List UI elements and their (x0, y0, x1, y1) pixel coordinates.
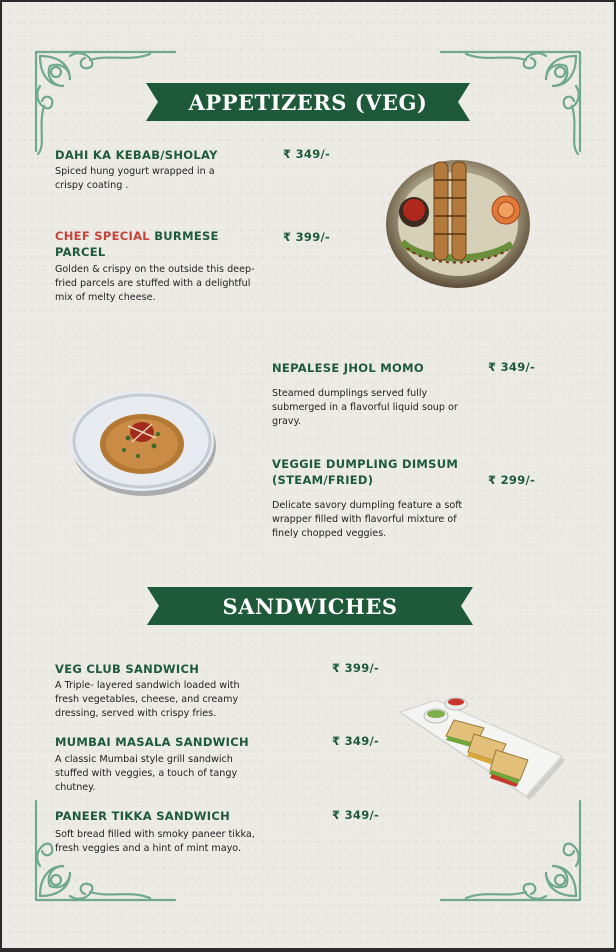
dish-photo-kebab-platter (382, 152, 532, 292)
item-name: MUMBAI MASALA SANDWICH (55, 735, 249, 749)
item-price: ₹ 299/- (488, 473, 536, 487)
item-name: DAHI KA KEBAB/SHOLAY (55, 148, 218, 162)
section-title: SANDWICHES (222, 593, 398, 619)
chef-special-tag: CHEF SPECIAL (55, 229, 150, 243)
item-price: ₹ 349/- (332, 808, 380, 822)
item-description: Delicate savory dumpling feature a soft wrapper filled with flavorful mixture of finely chopped veggies. (272, 500, 463, 539)
dish-photo-jhol-momo (68, 386, 218, 498)
item-description: Steamed dumplings served fully submerged in a flavorful liquid soup or gravy. (272, 388, 458, 427)
item-description: Golden & crispy on the outside this deep-fried parcels are stuffed with a delightful mix of melty cheese. (55, 264, 255, 303)
item-description: A classic Mumbai style grill sandwich stuffed with veggies, a touch of tangy chutney. (55, 754, 238, 793)
section-title: APPETIZERS (VEG) (188, 89, 428, 115)
item-price: ₹ 349/- (332, 734, 380, 748)
item-name: PANEER TIKKA SANDWICH (55, 809, 230, 823)
item-description: Soft bread filled with smoky paneer tikka, fresh veggies and a hint of mint mayo. (55, 829, 255, 854)
item-name: VEGGIE DUMPLING DIMSUM (STEAM/FRIED) (272, 457, 459, 487)
section-banner-sandwiches (147, 587, 473, 625)
item-description: Spiced hung yogurt wrapped in a crispy coating . (55, 166, 215, 191)
item-price: ₹ 399/- (332, 661, 380, 675)
item-name (55, 228, 235, 260)
floral-corner-ornament-icon (436, 796, 586, 906)
item-name: VEG CLUB SANDWICH (55, 662, 200, 676)
item-name: NEPALESE JHOL MOMO (272, 361, 424, 375)
item-name-text: BURMESE PARCEL (55, 229, 219, 259)
section-banner-appetizers (146, 83, 470, 121)
item-description: A Triple- layered sandwich loaded with fresh vegetables, cheese, and creamy dressing, served with crispy fries. (55, 680, 240, 719)
item-price: ₹ 349/- (283, 147, 331, 161)
menu-page (2, 2, 614, 948)
item-price: ₹ 349/- (488, 360, 536, 374)
dish-photo-sandwich-tray (396, 692, 564, 802)
item-price: ₹ 399/- (283, 230, 331, 244)
